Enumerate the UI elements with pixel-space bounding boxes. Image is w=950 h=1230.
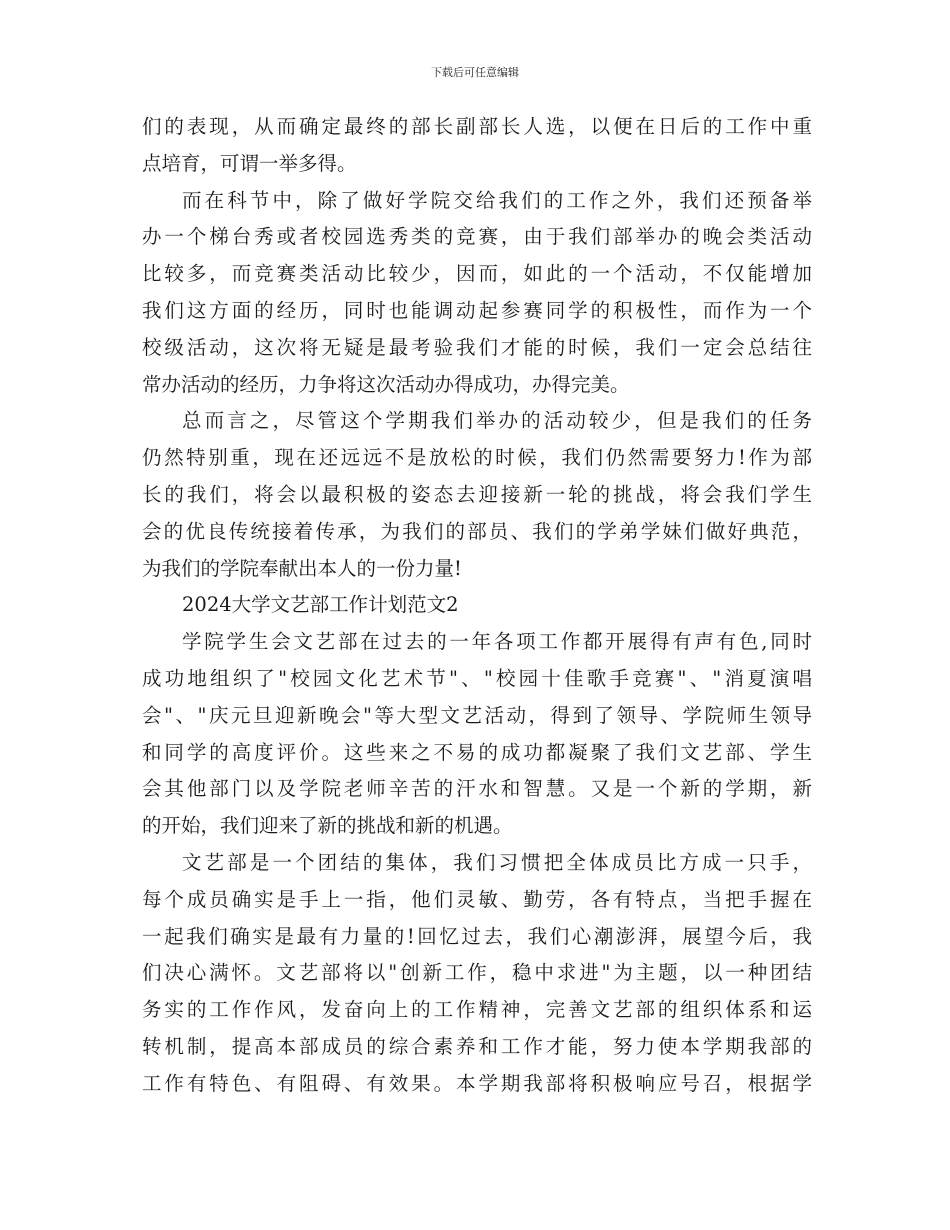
text-line: 长的我们，将会以最积极的姿态去迎接新一轮的挑战，将会我们学生 bbox=[142, 482, 812, 506]
text-line: 办一个梯台秀或者校园选秀类的竞赛，由于我们部举办的晚会类活动 bbox=[142, 225, 812, 249]
text-line: 仍然特别重，现在还远远不是放松的时候，我们仍然需要努力!作为部 bbox=[142, 446, 812, 470]
text-line: 为我们的学院奉献出本人的一份力量! bbox=[142, 556, 462, 580]
text-line: 我们这方面的经历，同时也能调动起参赛同学的积极性，而作为一个 bbox=[142, 298, 812, 322]
text-line: 文艺部是一个团结的集体，我们习惯把全体成员比方成一只手， bbox=[182, 850, 812, 874]
page-header: 下载后可任意编辑 bbox=[431, 66, 519, 79]
text-line: 们的表现，从而确定最终的部长副部长人选，以便在日后的工作中重 bbox=[142, 115, 812, 138]
text-line: 会"、"庆元旦迎新晚会"等大型文艺活动，得到了领导、学院师生领导 bbox=[142, 703, 812, 727]
text-line: 会其他部门以及学院老师辛苦的汗水和智慧。又是一个新的学期，新 bbox=[142, 777, 812, 801]
text-line: 们决心满怀。文艺部将以"创新工作，稳中求进"为主题，以一种团结 bbox=[142, 961, 812, 985]
section-heading: 2024大学文艺部工作计划范文2 bbox=[182, 593, 459, 617]
text-line: 和同学的高度评价。这些来之不易的成功都凝聚了我们文艺部、学生 bbox=[142, 740, 812, 764]
text-line: 而在科节中，除了做好学院交给我们的工作之外，我们还预备举 bbox=[182, 188, 812, 212]
text-line: 成功地组织了"校园文化艺术节"、"校园十佳歌手竞赛"、"消夏演唱 bbox=[142, 666, 812, 690]
text-line: 学院学生会文艺部在过去的一年各项工作都开展得有声有色,同时 bbox=[182, 630, 812, 654]
text-line: 转机制，提高本部成员的综合素养和工作才能，努力使本学期我部的 bbox=[142, 1034, 812, 1058]
text-line: 常办活动的经历，力争将这次活动办得成功，办得完美。 bbox=[142, 372, 630, 396]
text-line: 工作有特色、有阻碍、有效果。本学期我部将积极响应号召，根据学 bbox=[142, 1071, 812, 1095]
text-line: 每个成员确实是手上一指，他们灵敏、勤劳，各有特点，当把手握在 bbox=[142, 887, 812, 911]
text-line: 总而言之，尽管这个学期我们举办的活动较少，但是我们的任务 bbox=[182, 409, 812, 433]
text-line: 务实的工作作风，发奋向上的工作精神，完善文艺部的组织体系和运 bbox=[142, 998, 812, 1022]
text-line: 点培育，可谓一举多得。 bbox=[142, 151, 357, 175]
text-line: 校级活动，这次将无疑是最考验我们才能的时候，我们一定会总结往 bbox=[142, 335, 812, 359]
text-line: 比较多，而竞赛类活动比较少，因而，如此的一个活动，不仅能增加 bbox=[142, 262, 812, 286]
text-line: 会的优良传统接着传承，为我们的部员、我们的学弟学妹们做好典范， bbox=[142, 519, 812, 543]
text-line: 一起我们确实是最有力量的!回忆过去，我们心潮澎湃，展望今后，我 bbox=[142, 924, 812, 948]
text-line: 的开始，我们迎来了新的挑战和新的机遇。 bbox=[142, 814, 513, 838]
document-body bbox=[142, 109, 812, 1103]
